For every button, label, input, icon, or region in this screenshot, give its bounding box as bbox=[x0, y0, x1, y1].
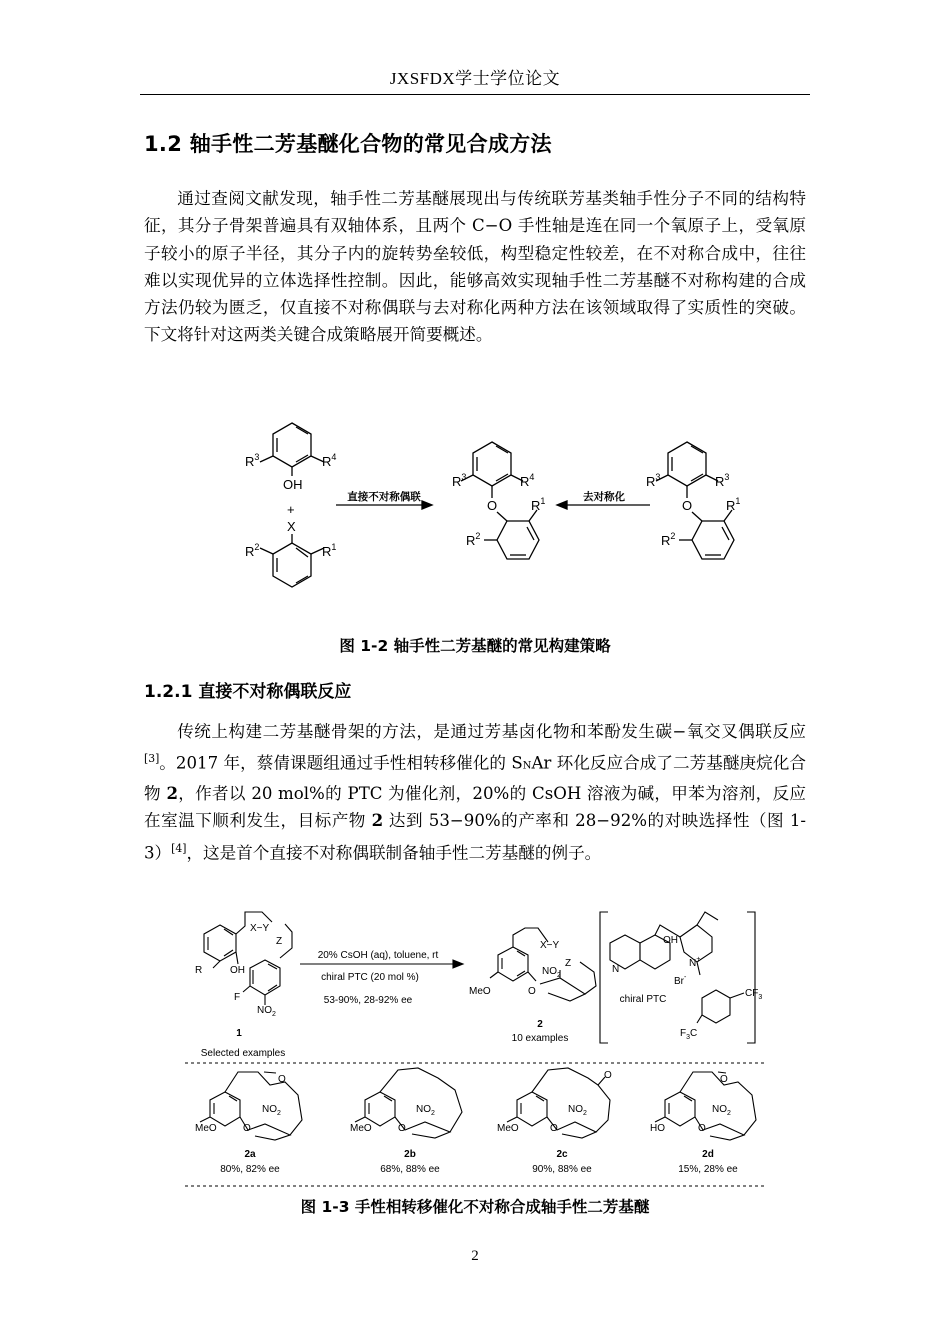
label-o-product: O bbox=[487, 498, 498, 513]
label-oh-sm: OH bbox=[230, 965, 245, 976]
sm-label: 1 bbox=[236, 1028, 242, 1039]
arrow-label-desym: 去对称化 bbox=[583, 491, 625, 503]
label-r2-product: $R^2$ bbox=[466, 531, 481, 548]
label-oh-ptc: OH bbox=[663, 935, 678, 946]
label-ketone-2a: O bbox=[278, 1074, 286, 1085]
label-r1-product: $R^1$ bbox=[531, 496, 546, 513]
label-n-ptc: N bbox=[612, 964, 620, 975]
label-br-ptc: Br- bbox=[674, 974, 687, 987]
example-2a-result: 80%, 82% ee bbox=[220, 1164, 280, 1175]
ptc-quinoline-a bbox=[610, 935, 640, 969]
label-no2-2a: $NO_2$ bbox=[262, 1104, 281, 1117]
label-cf3-top: $CF_3$ bbox=[745, 988, 763, 1001]
label-r3-prochiral: $R^3$ bbox=[646, 472, 661, 489]
example-2c-result: 90%, 88% ee bbox=[532, 1164, 592, 1175]
label-r3b-prochiral: $R^3$ bbox=[715, 472, 730, 489]
label-xyz-prod: X−Y bbox=[540, 940, 560, 951]
label-o-prochiral: O bbox=[682, 498, 693, 513]
label-meo-2a: MeO bbox=[195, 1123, 217, 1134]
label-meo-2c: MeO bbox=[497, 1123, 519, 1134]
condition-1: 20% CsOH (aq), toluene, rt bbox=[317, 950, 439, 961]
figure-1-3-caption: 图 1-3 手性相转移催化不对称合成轴手性二芳基醚 bbox=[300, 1198, 650, 1216]
ptc-label: chiral PTC bbox=[619, 994, 667, 1005]
label-no2-prod: $NO_2$ bbox=[542, 966, 561, 979]
arrow-label-coupling: 直接不对称偶联 bbox=[347, 491, 421, 503]
paragraph-2: 传统上构建二芳基醚骨架的方法，是通过芳基卤化物和苯酚发生碳−氧交叉偶联反应[3]。2017 年，蔡倩课题组通过手性相转移催化的 SNAr 环化反应合成了二芳基醚庚烷化合物 2，作者以 20 mol%的 PTC 为催化剂，20%的 CsOH 溶液为碱，甲苯为溶剂，反应在室温下顺利发生，目标产物 2 达到 53−90%的产率和 28−92%的对映选择性（图 1-3）[4]，这是首个直接不对称偶联制备轴手性二芳基醚的例子。 bbox=[144, 722, 806, 863]
label-r4-phenol: $R^4$ bbox=[322, 452, 337, 469]
ptc-quinoline-b bbox=[640, 935, 670, 969]
label-xyz-sm: X−Y bbox=[250, 923, 270, 934]
label-r-sm: R bbox=[195, 965, 203, 976]
aryl-halide-ring bbox=[273, 543, 311, 587]
label-o-2d: O bbox=[698, 1123, 706, 1134]
citation-4: [4] bbox=[171, 841, 187, 855]
running-header: JXSFDX学士学位论文 bbox=[389, 69, 561, 88]
product-examples: 10 examples bbox=[511, 1033, 569, 1044]
label-r2-prochiral: $R^2$ bbox=[661, 531, 676, 548]
label-r1-prochiral: $R^1$ bbox=[726, 496, 741, 513]
selected-examples-label: Selected examples bbox=[200, 1048, 286, 1059]
sm-upper-ring bbox=[204, 925, 236, 961]
label-z-prod: Z bbox=[565, 958, 572, 969]
label-f-sm: F bbox=[234, 992, 241, 1003]
phenol-ring bbox=[273, 423, 311, 467]
label-o-prod: O bbox=[528, 986, 536, 997]
product-lower-ring bbox=[497, 521, 539, 559]
example-2b-id: 2b bbox=[404, 1149, 416, 1160]
label-plus: + bbox=[287, 502, 295, 517]
product-label: 2 bbox=[537, 1019, 543, 1030]
example-2c-structure bbox=[507, 1068, 610, 1138]
label-ketone-2d: O bbox=[720, 1074, 728, 1085]
example-2d-id: 2d bbox=[702, 1149, 714, 1160]
example-2a-structure bbox=[200, 1072, 302, 1140]
condition-2: chiral PTC (20 mol %) bbox=[321, 972, 419, 983]
figure-1-2-caption: 图 1-2 轴手性二芳基醚的常见构建策略 bbox=[339, 637, 611, 655]
citation-3: [3] bbox=[144, 752, 160, 766]
example-2b-structure bbox=[355, 1068, 462, 1138]
label-no2-2b: $NO_2$ bbox=[416, 1104, 435, 1117]
label-r1-halide: $R^1$ bbox=[322, 542, 337, 559]
example-2d-result: 15%, 28% ee bbox=[678, 1164, 738, 1175]
label-o-2b: O bbox=[398, 1123, 406, 1134]
paragraph-1: 通过查阅文献发现，轴手性二芳基醚展现出与传统联芳基类轴手性分子不同的结构特征，其分子骨架普遍具有双轴体系，且两个 C−O 手性轴是连在同一个氧原子上，受氧原子较小的原子半径，其分子内的旋转势垒较低，构型稳定性较差，在不对称合成中，往往难以实现优异的立体选择性控制。因此，能够高效实现轴手性二芳基醚不对称构建的合成方法仍较为匮乏，仅直接不对称偶联与去对称化两种方法在该领域取得了实质性的突破。下文将针对这两类关键合成策略展开简要概述。 bbox=[144, 189, 806, 345]
label-o-2c: O bbox=[550, 1123, 558, 1134]
prochiral-lower-ring bbox=[692, 521, 734, 559]
product-upper-ring bbox=[473, 442, 511, 486]
label-f3c-bottom: $F_3C$ bbox=[680, 1028, 698, 1041]
label-meo-2b: MeO bbox=[350, 1123, 372, 1134]
label-ho-2d: HO bbox=[650, 1123, 665, 1134]
label-meo-prod: MeO bbox=[469, 986, 491, 997]
sm-lower-ring bbox=[250, 960, 280, 995]
example-2b-result: 68%, 88% ee bbox=[380, 1164, 440, 1175]
label-r4-product: $R^4$ bbox=[520, 472, 535, 489]
example-2a-id: 2a bbox=[244, 1149, 256, 1160]
label-no2-sm: $NO_2$ bbox=[257, 1005, 276, 1018]
label-r3-product: $R^3$ bbox=[452, 472, 467, 489]
section-heading: 1.2 轴手性二芳基醚化合物的常见合成方法 bbox=[144, 132, 552, 156]
product2-ring bbox=[498, 947, 528, 981]
label-no2-2c: $NO_2$ bbox=[568, 1104, 587, 1117]
label-no2-2d: $NO_2$ bbox=[712, 1104, 731, 1117]
label-oh: OH bbox=[283, 477, 303, 492]
example-2c-id: 2c bbox=[556, 1149, 568, 1160]
example-2d-structure bbox=[655, 1072, 756, 1140]
label-x: X bbox=[287, 519, 296, 534]
prochiral-upper-ring bbox=[668, 442, 706, 486]
label-ketone-2c: O bbox=[604, 1070, 612, 1081]
label-r3-phenol: $R^3$ bbox=[245, 452, 260, 469]
subsection-heading: 1.2.1 直接不对称偶联反应 bbox=[144, 682, 352, 702]
label-nplus-ptc: N+ bbox=[689, 956, 701, 969]
label-z-sm: Z bbox=[276, 936, 283, 947]
header-rule bbox=[140, 94, 810, 95]
condition-3: 53-90%, 28-92% ee bbox=[323, 995, 413, 1006]
ptc-aryl-ring bbox=[702, 990, 730, 1023]
label-o-2a: O bbox=[243, 1123, 251, 1134]
label-r2-halide: $R^2$ bbox=[245, 542, 260, 559]
page-number: 2 bbox=[471, 1248, 479, 1264]
